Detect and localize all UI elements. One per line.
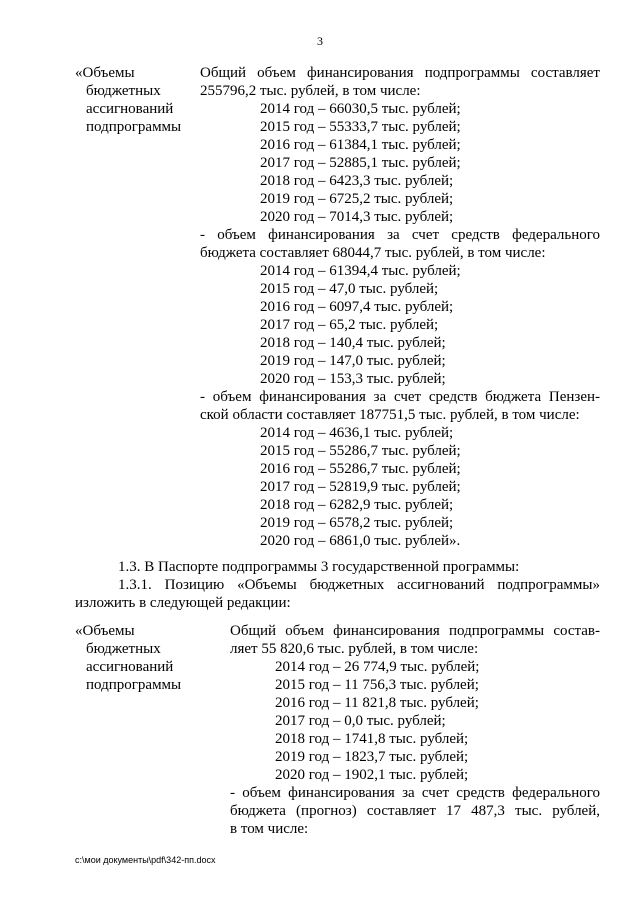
block-value [200,64,600,550]
year-line: 2019 год – 1823,7 тыс. рублей; [275,749,469,765]
year-line: 2016 год – 6097,4 тыс. рублей; [260,299,454,315]
year-line: 2019 год – 6725,2 тыс. рублей; [260,191,454,207]
paragraph-1-3-1-cont: изложить в следующей редакции: [75,595,291,611]
year-line: 2020 год – 153,3 тыс. рублей; [260,371,446,387]
year-line: 2018 год – 6282,9 тыс. рублей; [260,497,454,513]
year-line: 2018 год – 6423,3 тыс. рублей; [260,173,454,189]
year-line: 2015 год – 55286,7 тыс. рублей; [260,443,461,459]
label-line: ассигнований [86,659,174,675]
year-line: 2019 год – 147,0 тыс. рублей; [260,353,446,369]
year-line: 2016 год – 11 821,8 тыс. рублей; [275,695,479,711]
paragraph-1-3-1: 1.3.1. Позицию «Объемы бюджетных ассигнований подпрограммы» [118,577,600,593]
label-line: «Объемы [75,623,135,639]
text-line: - объем финансирования за счет средств федерального [200,227,600,243]
text-line: бюджета составляет 68044,7 тыс. рублей, в том числе: [200,245,546,261]
text-line: в том числе: [230,821,309,837]
year-line: 2016 год – 55286,7 тыс. рублей; [260,461,461,477]
year-line: 2014 год – 26 774,9 тыс. рублей; [275,659,480,675]
label-line: бюджетных [86,83,161,99]
label-line: бюджетных [86,641,161,657]
text-line: ляет 55 820,6 тыс. рублей, в том числе: [230,641,479,657]
block-value [230,622,600,838]
section-paragraphs [75,558,600,612]
text-line: бюджета (прогноз) составляет 17 487,3 тыс. рублей, [230,803,600,819]
text-line: 255796,2 тыс. рублей, в том числе: [200,83,421,99]
label-line: ассигнований [86,101,174,117]
year-line: 2015 год – 11 756,3 тыс. рублей; [275,677,479,693]
block-label [75,622,230,838]
year-line: 2014 год – 66030,5 тыс. рублей; [260,101,461,117]
label-line: подпрограммы [86,677,182,693]
label-line: подпрограммы [86,119,182,135]
year-line: 2017 год – 0,0 тыс. рублей; [275,713,446,729]
year-line: 2019 год – 6578,2 тыс. рублей; [260,515,454,531]
text-line: ской области составляет 187751,5 тыс. рублей, в том числе: [200,407,580,423]
page-number: 3 [317,34,323,48]
year-line: 2018 год – 1741,8 тыс. рублей; [275,731,469,747]
footer-file-path: c:\мои документы\pdf\342-пп.docx [75,855,216,865]
year-line: 2017 год – 52819,9 тыс. рублей; [260,479,461,495]
paragraph-1-3: 1.3. В Паспорте подпрограммы 3 государственной программы: [118,559,520,575]
text-line: Общий объем финансирования подпрограммы составляет [200,65,600,81]
text-line: - объем финансирования за счет средств бюджета Пензен- [200,389,600,405]
text-line: - объем финансирования за счет средств федерального [230,785,600,801]
year-line: 2015 год – 47,0 тыс. рублей; [260,281,439,297]
year-line: 2020 год – 1902,1 тыс. рублей; [275,767,469,783]
year-line: 2020 год – 6861,0 тыс. рублей». [260,533,461,549]
text-line: Общий объем финансирования подпрограммы состав- [230,623,600,639]
year-line: 2017 год – 65,2 тыс. рублей; [260,317,439,333]
year-line: 2014 год – 61394,4 тыс. рублей; [260,263,461,279]
year-line: 2017 год – 52885,1 тыс. рублей; [260,155,461,171]
year-line: 2014 год – 4636,1 тыс. рублей; [260,425,454,441]
budget-block-2 [75,622,600,838]
budget-block-1 [75,64,600,550]
year-line: 2016 год – 61384,1 тыс. рублей; [260,137,461,153]
year-line: 2018 год – 140,4 тыс. рублей; [260,335,446,351]
block-label [75,64,200,550]
year-line: 2015 год – 55333,7 тыс. рублей; [260,119,461,135]
label-line: «Объемы [75,65,135,81]
year-line: 2020 год – 7014,3 тыс. рублей; [260,209,454,225]
